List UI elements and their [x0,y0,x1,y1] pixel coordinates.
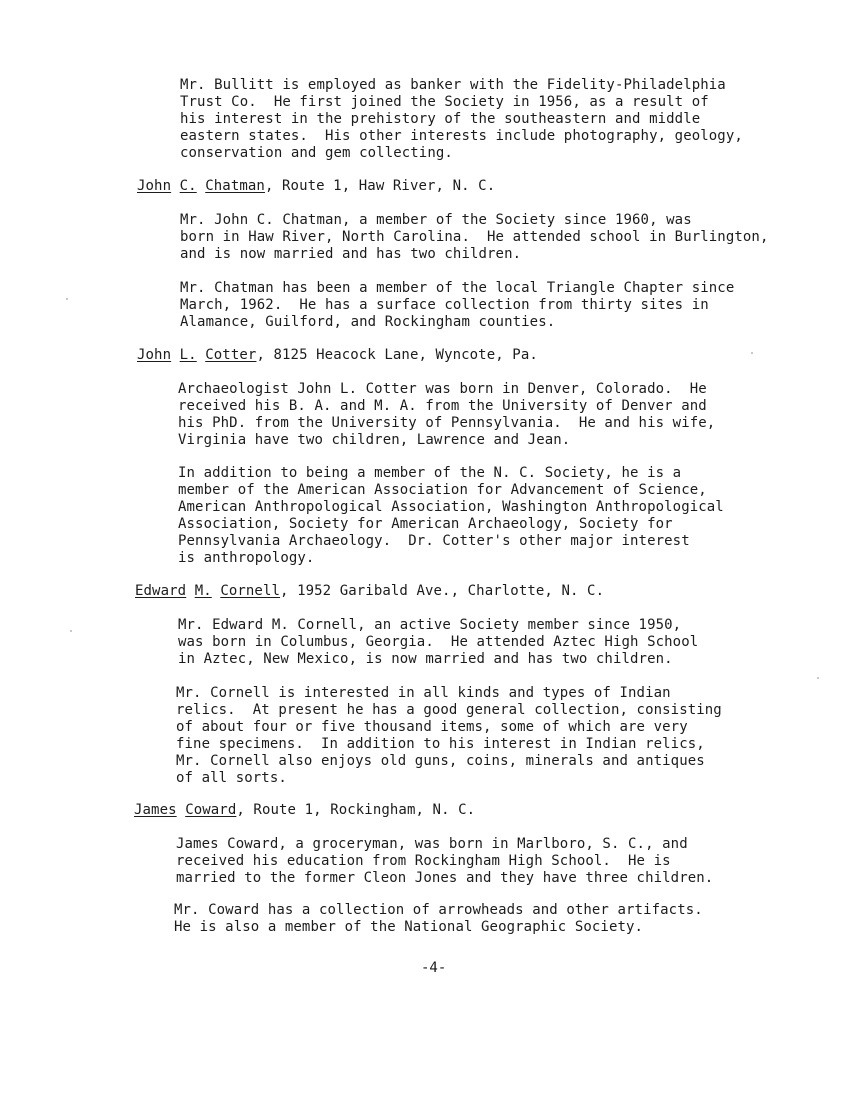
paragraph-line: Mr. Chatman has been a member of the local Triangle Chapter since [180,280,735,296]
entry-address: , 1952 Garibald Ave., Charlotte, N. C. [280,583,605,599]
paragraph-line: Mr. John C. Chatman, a member of the Society since 1960, was [180,212,692,228]
scan-speck [751,352,753,354]
paragraph-line: born in Haw River, North Carolina. He attended school in Burlington, [180,229,769,245]
paragraph-line: received his education from Rockingham High School. He is [176,853,671,869]
entry-surname: Cornell [220,583,281,599]
paragraph-line: Virginia have two children, Lawrence and Jean. [178,432,571,448]
paragraph-line: eastern states. His other interests include photography, geology, [180,128,743,144]
paragraph-line: of about four or five thousand items, some of which are very [176,719,688,735]
paragraph-line: received his B. A. and M. A. from the University of Denver and [178,398,707,414]
paragraph-line: is anthropology. [178,550,315,566]
page-number: -4- [421,960,447,976]
entry-heading [137,178,495,195]
entry-address: , Route 1, Rockingham, N. C. [236,802,476,818]
entry-surname: Chatman [205,178,265,194]
entry-heading [135,583,604,600]
entry-first-name: James [134,802,177,818]
paragraph-line: Alamance, Guilford, and Rockingham counties. [180,314,556,330]
paragraph-line: of all sorts. [176,770,287,786]
paragraph-line: Mr. Bullitt is employed as banker with the Fidelity-Philadelphia [180,77,726,93]
entry-heading [137,347,538,364]
entry-address: , Route 1, Haw River, N. C. [264,178,496,194]
paragraph-line: In addition to being a member of the N. C. Society, he is a [178,465,682,481]
scan-speck [66,298,68,300]
paragraph-line: Archaeologist John L. Cotter was born in Denver, Colorado. He [178,381,707,397]
paragraph-line: James Coward, a groceryman, was born in Marlboro, S. C., and [176,836,688,852]
paragraph-line: Association, Society for American Archaeology, Society for [178,516,673,532]
paragraph-line: was born in Columbus, Georgia. He attended Aztec High School [178,634,699,650]
paragraph-line: March, 1962. He has a surface collection from thirty sites in [180,297,709,313]
paragraph-line: member of the American Association for Advancement of Science, [178,482,707,498]
paragraph-line: in Aztec, New Mexico, is now married and has two children. [178,651,673,667]
paragraph-line: conservation and gem collecting. [180,145,453,161]
paragraph-line: Mr. Edward M. Cornell, an active Society member since 1950, [178,617,682,633]
paragraph-line: Pennsylvania Archaeology. Dr. Cotter's other major interest [178,533,690,549]
entry-first-name: Edward [135,583,187,599]
paragraph-line: his PhD. from the University of Pennsylvania. He and his wife, [178,415,716,431]
entry-surname: Cotter [205,347,257,363]
paragraph-line: He is also a member of the National Geographic Society. [174,919,644,935]
entry-address: , 8125 Heacock Lane, Wyncote, Pa. [256,347,538,363]
paragraph-line: fine specimens. In addition to his interest in Indian relics, [176,736,705,752]
entry-first-name: John [137,178,172,194]
scan-speck [817,677,819,679]
paragraph-line: Trust Co. He first joined the Society in 1956, as a result of [180,94,709,110]
paragraph-line: relics. At present he has a good general collection, consisting [176,702,722,718]
entry-first-name: John [137,347,172,363]
scan-speck [70,630,72,632]
paragraph-line: Mr. Cornell is interested in all kinds and types of Indian [176,685,671,701]
paragraph-line: American Anthropological Association, Washington Anthropological [178,499,724,515]
entry-initial: L. [179,347,197,363]
entry-initial: M. [194,583,212,599]
paragraph-line: and is now married and has two children. [180,246,522,262]
entry-surname: Coward [185,802,237,818]
paragraph-line: married to the former Cleon Jones and they have three children. [176,870,714,886]
entry-initial: C. [179,178,197,194]
paragraph-line: Mr. Coward has a collection of arrowheads and other artifacts. [174,902,703,918]
entry-heading [134,802,475,819]
paragraph-line: Mr. Cornell also enjoys old guns, coins, minerals and antiques [176,753,705,769]
paragraph-line: his interest in the prehistory of the southeastern and middle [180,111,701,127]
